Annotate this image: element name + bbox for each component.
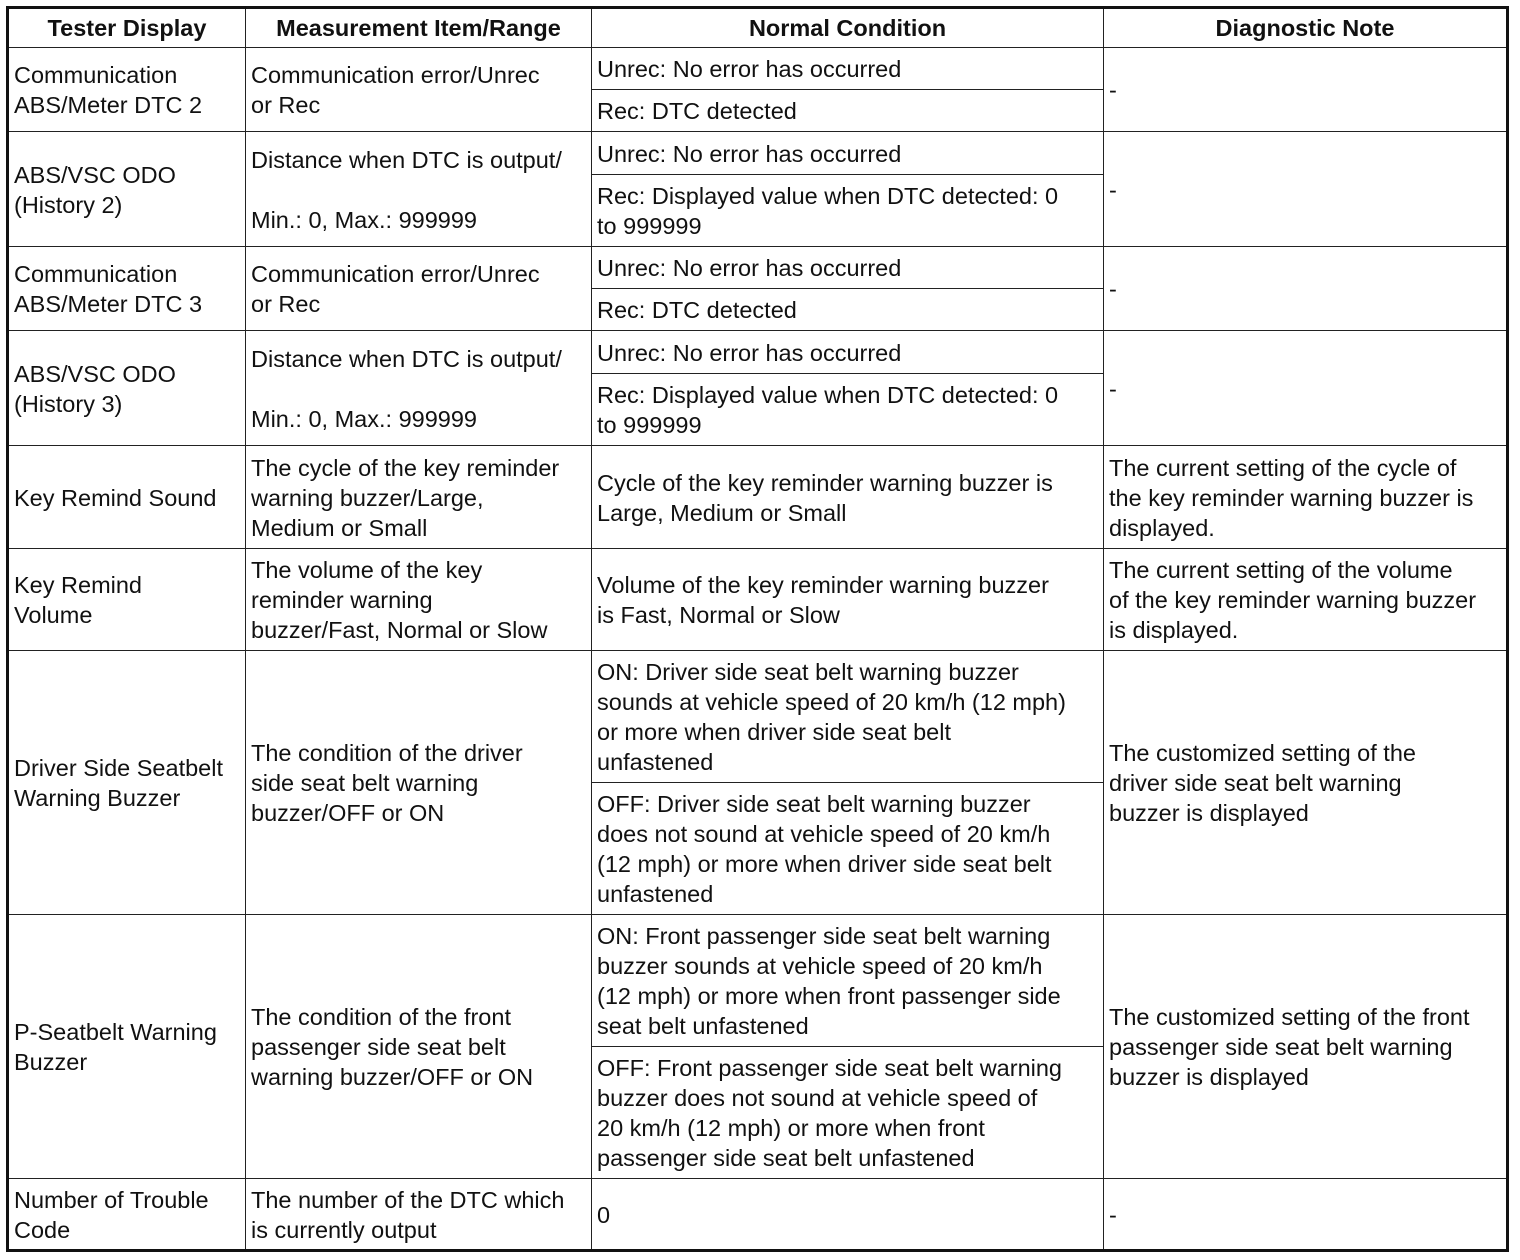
table-row <box>8 549 1508 651</box>
condition-cell: Unrec: No error has occurred <box>592 331 1104 374</box>
measurement-cell: Distance when DTC is output/ Min.: 0, Max.: 999999 <box>246 132 592 247</box>
table-row <box>8 331 1508 374</box>
condition-cell: Rec: DTC detected <box>592 289 1104 331</box>
condition-cell: OFF: Driver side seat belt warning buzzer does not sound at vehicle speed of 20 km/h (12 mph) or more when driver side seat belt unfastened <box>592 783 1104 915</box>
measurement-cell: Communication error/Unrec or Rec <box>246 247 592 331</box>
condition-cell: Rec: DTC detected <box>592 90 1104 132</box>
header-measurement-item: Measurement Item/Range <box>246 8 592 48</box>
measurement-cell: The volume of the key reminder warning buzzer/Fast, Normal or Slow <box>246 549 592 651</box>
note-cell: - <box>1104 1179 1508 1251</box>
note-cell: - <box>1104 247 1508 331</box>
condition-cell: Unrec: No error has occurred <box>592 247 1104 289</box>
measurement-cell: Distance when DTC is output/ Min.: 0, Max.: 999999 <box>246 331 592 446</box>
note-cell: - <box>1104 132 1508 247</box>
measurement-cell: The condition of the driver side seat belt warning buzzer/OFF or ON <box>246 651 592 915</box>
condition-cell: Cycle of the key reminder warning buzzer is Large, Medium or Small <box>592 446 1104 549</box>
tester-display-cell: P-Seatbelt Warning Buzzer <box>8 915 246 1179</box>
note-cell: The customized setting of the driver side seat belt warning buzzer is displayed <box>1104 651 1508 915</box>
condition-cell: Rec: Displayed value when DTC detected: 0 to 999999 <box>592 374 1104 446</box>
note-cell: - <box>1104 331 1508 446</box>
measurement-cell: The condition of the front passenger side seat belt warning buzzer/OFF or ON <box>246 915 592 1179</box>
condition-cell: OFF: Front passenger side seat belt warning buzzer does not sound at vehicle speed of 20 km/h (12 mph) or more when front passenger side seat belt unfastened <box>592 1047 1104 1179</box>
tester-display-cell: Communication ABS/Meter DTC 2 <box>8 48 246 132</box>
tester-display-cell: ABS/VSC ODO (History 3) <box>8 331 246 446</box>
condition-cell: ON: Front passenger side seat belt warning buzzer sounds at vehicle speed of 20 km/h (12 mph) or more when front passenger side seat belt unfastened <box>592 915 1104 1047</box>
note-cell: The customized setting of the front passenger side seat belt warning buzzer is displayed <box>1104 915 1508 1179</box>
header-normal-condition: Normal Condition <box>592 8 1104 48</box>
condition-cell: Volume of the key reminder warning buzzer is Fast, Normal or Slow <box>592 549 1104 651</box>
measurement-cell: The cycle of the key reminder warning buzzer/Large, Medium or Small <box>246 446 592 549</box>
table-row <box>8 247 1508 289</box>
condition-cell: 0 <box>592 1179 1104 1251</box>
note-cell: - <box>1104 48 1508 132</box>
table-row <box>8 915 1508 1047</box>
measurement-cell: Communication error/Unrec or Rec <box>246 48 592 132</box>
header-row <box>8 8 1508 48</box>
measurement-cell: The number of the DTC which is currently output <box>246 1179 592 1251</box>
condition-cell: Unrec: No error has occurred <box>592 132 1104 175</box>
table-row <box>8 651 1508 783</box>
table-row <box>8 1179 1508 1251</box>
tester-display-cell: ABS/VSC ODO (History 2) <box>8 132 246 247</box>
table-row <box>8 446 1508 549</box>
note-cell: The current setting of the volume of the key reminder warning buzzer is displayed. <box>1104 549 1508 651</box>
data-list-table <box>6 6 1509 1252</box>
table-row <box>8 48 1508 90</box>
condition-cell: Rec: Displayed value when DTC detected: 0 to 999999 <box>592 175 1104 247</box>
tester-display-cell: Key Remind Sound <box>8 446 246 549</box>
note-cell: The current setting of the cycle of the key reminder warning buzzer is displayed. <box>1104 446 1508 549</box>
tester-display-cell: Key Remind Volume <box>8 549 246 651</box>
table-row <box>8 132 1508 175</box>
tester-display-cell: Driver Side Seatbelt Warning Buzzer <box>8 651 246 915</box>
tester-display-cell: Communication ABS/Meter DTC 3 <box>8 247 246 331</box>
tester-display-cell: Number of Trouble Code <box>8 1179 246 1251</box>
header-tester-display: Tester Display <box>8 8 246 48</box>
header-diagnostic-note: Diagnostic Note <box>1104 8 1508 48</box>
condition-cell: ON: Driver side seat belt warning buzzer sounds at vehicle speed of 20 km/h (12 mph) or more when driver side seat belt unfastened <box>592 651 1104 783</box>
condition-cell: Unrec: No error has occurred <box>592 48 1104 90</box>
